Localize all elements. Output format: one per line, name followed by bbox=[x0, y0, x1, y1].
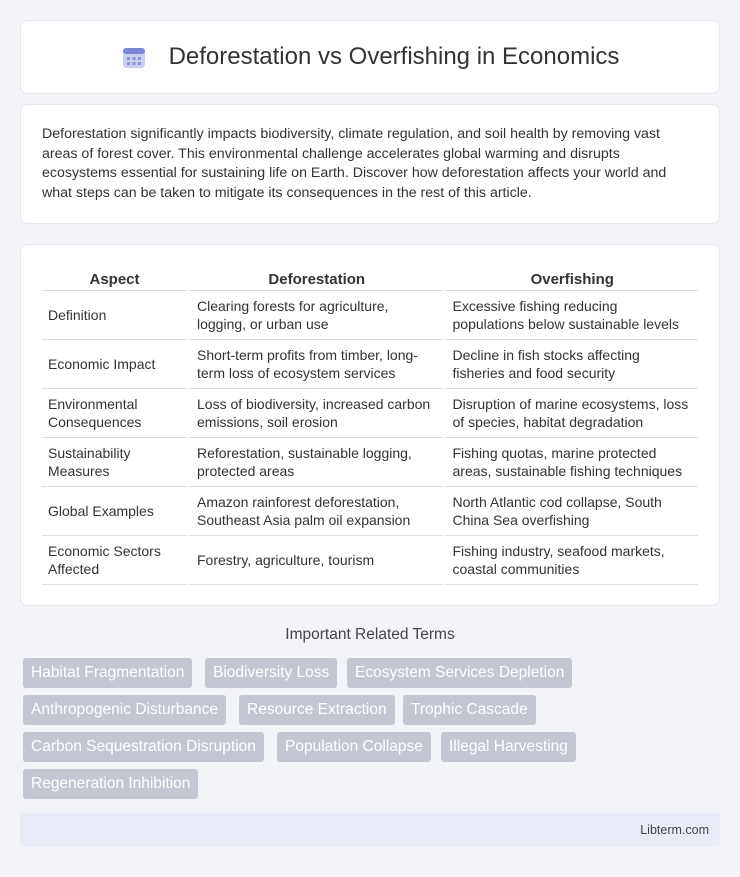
table-cell: Loss of biodiversity, increased carbon emissions, soil erosion bbox=[187, 389, 443, 438]
table-cell: Fishing industry, seafood markets, coastal communities bbox=[443, 536, 699, 585]
tag-ecosystem-services-depletion[interactable]: Ecosystem Services Depletion bbox=[347, 658, 572, 688]
table-cell: Economic Sectors Affected bbox=[42, 536, 187, 585]
tag-population-collapse[interactable]: Population Collapse bbox=[277, 732, 431, 762]
table-cell: Short-term profits from timber, long-term loss of ecosystem services bbox=[187, 340, 443, 389]
table-cell: Environmental Consequences bbox=[42, 389, 187, 438]
table-cell: Forestry, agriculture, tourism bbox=[187, 536, 443, 585]
tag-anthropogenic-disturbance[interactable]: Anthropogenic Disturbance bbox=[23, 695, 226, 725]
column-header-deforestation: Deforestation bbox=[187, 265, 443, 291]
tag-habitat-fragmentation[interactable]: Habitat Fragmentation bbox=[23, 658, 192, 688]
page-title: Deforestation vs Overfishing in Economics bbox=[168, 43, 620, 70]
table-cell: Sustainability Measures bbox=[42, 438, 187, 487]
table-row bbox=[42, 291, 698, 340]
calendar-icon bbox=[121, 44, 147, 70]
comparison-table bbox=[42, 265, 698, 585]
table-cell: Disruption of marine ecosystems, loss of species, habitat degradation bbox=[443, 389, 699, 438]
table-row bbox=[42, 536, 698, 585]
tag-trophic-cascade[interactable]: Trophic Cascade bbox=[403, 695, 536, 725]
related-terms-title: Important Related Terms bbox=[285, 626, 455, 643]
column-header-overfishing: Overfishing bbox=[443, 265, 699, 291]
table-cell: Amazon rainforest deforestation, Southeast Asia palm oil expansion bbox=[187, 487, 443, 536]
header-card bbox=[20, 20, 720, 94]
column-header-aspect: Aspect bbox=[42, 265, 187, 291]
table-cell: Fishing quotas, marine protected areas, sustainable fishing techniques bbox=[443, 438, 699, 487]
table-cell: Global Examples bbox=[42, 487, 187, 536]
table-cell: Clearing forests for agriculture, logging, or urban use bbox=[187, 291, 443, 340]
tag-carbon-sequestration-disruption[interactable]: Carbon Sequestration Disruption bbox=[23, 732, 264, 762]
footer-site-link[interactable]: Libterm.com bbox=[640, 823, 709, 837]
table-row bbox=[42, 340, 698, 389]
tag-regeneration-inhibition[interactable]: Regeneration Inhibition bbox=[23, 769, 198, 799]
footer bbox=[20, 813, 720, 847]
intro-card bbox=[20, 104, 720, 224]
table-cell: Definition bbox=[42, 291, 187, 340]
table-cell: Reforestation, sustainable logging, protected areas bbox=[187, 438, 443, 487]
table-cell: Economic Impact bbox=[42, 340, 187, 389]
intro-text: Deforestation significantly impacts biodiversity, climate regulation, and soil health by removing vast areas of forest cover. This environmental challenge accelerates global warming and disrupts ecosystems essential for sustaining life on Earth. Discover how deforestation affects your world and what steps can be taken to mitigate its consequences in the rest of this article. bbox=[42, 126, 667, 201]
table-cell: Decline in fish stocks affecting fisheries and food security bbox=[443, 340, 699, 389]
table-row bbox=[42, 438, 698, 487]
table-header-row bbox=[42, 265, 698, 291]
comparison-card bbox=[20, 244, 720, 606]
table-row bbox=[42, 389, 698, 438]
table-cell: North Atlantic cod collapse, South China Sea overfishing bbox=[443, 487, 699, 536]
tag-biodiversity-loss[interactable]: Biodiversity Loss bbox=[205, 658, 337, 688]
table-cell: Excessive fishing reducing populations below sustainable levels bbox=[443, 291, 699, 340]
tag-resource-extraction[interactable]: Resource Extraction bbox=[239, 695, 395, 725]
tag-illegal-harvesting[interactable]: Illegal Harvesting bbox=[441, 732, 576, 762]
table-row bbox=[42, 487, 698, 536]
